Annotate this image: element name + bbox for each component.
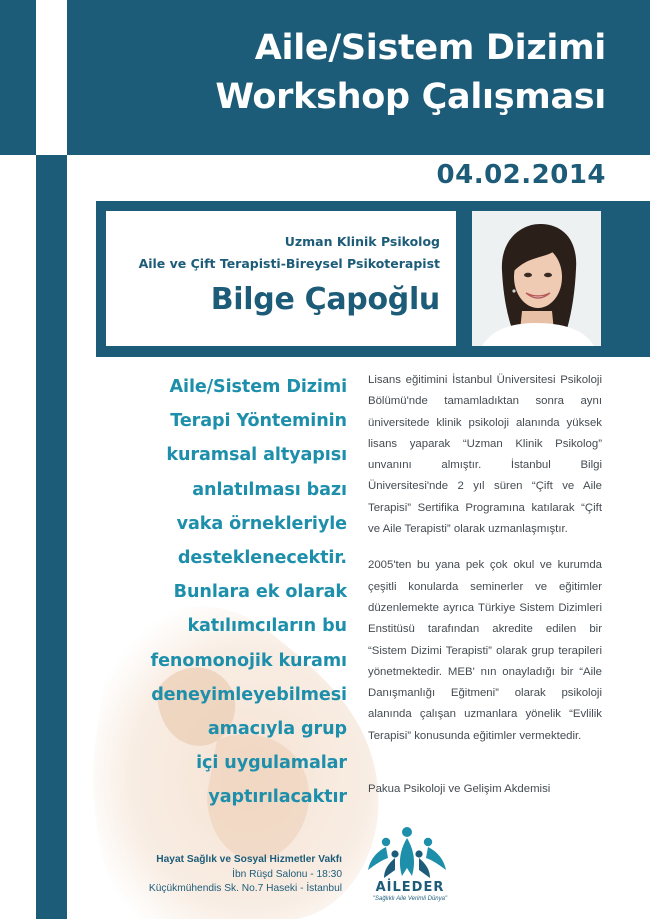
event-title	[66, 24, 606, 122]
bio-paragraph: Lisans eğitimini İstanbul Üniversitesi Psikoloji Bölümü'nde tamamladıktan sonra aynı üniversitede klinik psikoloji alanında yüksek lisans yaparak “Uzman Klinik Psikolog” unvanını almıştır. İstanbul Bilgi Üniversitesi'nde 2 yıl süren “Çift ve Aile Terapisi” Sertifika Programına katılarak “Çift ve Aile Terapisti” olarak uzmanlaşmıştır.	[368, 374, 602, 536]
event-date: 04.02.2014	[436, 160, 606, 190]
venue-organization: Hayat Sağlık ve Sosyal Hizmetler Vakfı	[156, 854, 342, 865]
description-line: Bunlara ek olarak	[173, 582, 347, 603]
description-line: içi uygulamalar	[196, 753, 347, 774]
logo-name: AİLEDER	[375, 880, 445, 895]
description-line: yaptırılacaktır	[208, 787, 347, 808]
event-title-line1: Aile/Sistem Dizimi	[254, 28, 606, 68]
description-line: anlatılması bazı	[192, 479, 347, 500]
description-line: katılımcıların bu	[187, 616, 347, 637]
description-line: Aile/Sistem Dizimi	[169, 377, 347, 397]
venue-info	[110, 853, 342, 897]
description-line: vaka örnekleriyle	[176, 513, 347, 534]
speaker-specialty: Aile ve Çift Terapisti-Bireysel Psikoterapist	[138, 256, 440, 271]
description-line: desteklenecektir.	[177, 548, 347, 569]
venue-address: Küçükmühendis Sk. No.7 Haseki - İstanbul	[148, 883, 342, 894]
description-line: fenomonojik kuramı	[150, 650, 347, 671]
speaker-name: Bilge Çapoğlu	[210, 282, 440, 317]
speaker-title: Uzman Klinik Psikolog	[284, 234, 440, 249]
venue-hall-time: İbn Rüşd Salonu - 18:30	[232, 868, 342, 880]
speaker-biography	[368, 370, 602, 762]
event-title-line2: Workshop Çalışması	[215, 77, 606, 117]
speaker-card	[106, 211, 456, 346]
decor-block-left-stripe	[36, 155, 67, 919]
decor-block-top-left	[0, 0, 36, 155]
logo-slogan: "Sağlıklı Aile Verimli Dünya"	[372, 896, 448, 902]
description-line: amacıyla grup	[207, 719, 347, 740]
bio-paragraph: 2005'ten bu yana pek çok okul ve kurumda çeşitli konularda seminerler ve eğitimler düzenlemekte ayrıca Türkiye Sistem Dizimleri Enstitüsü tarafından akredite edilen bir “Sistem Dizimi Terapisti” olarak grup terapileri yönetmektedir. MEB' nın onayladığı bir “Aile Danışmanlığı Eğitmeni” olarak psikoloji alanında çalışan uzmanlara yönelik “Evlilik Terapisi” konusunda eğitimler vermektedir.	[368, 559, 602, 742]
workshop-description	[80, 370, 347, 815]
organizer-name: Pakua Psikoloji ve Gelişim Akdemisi	[368, 783, 551, 795]
description-line: Terapi Yönteminin	[170, 411, 347, 432]
speaker-photo	[472, 211, 601, 346]
description-line: kuramsal altyapısı	[166, 445, 347, 466]
description-line: deneyimleyebilmesi	[151, 684, 347, 705]
